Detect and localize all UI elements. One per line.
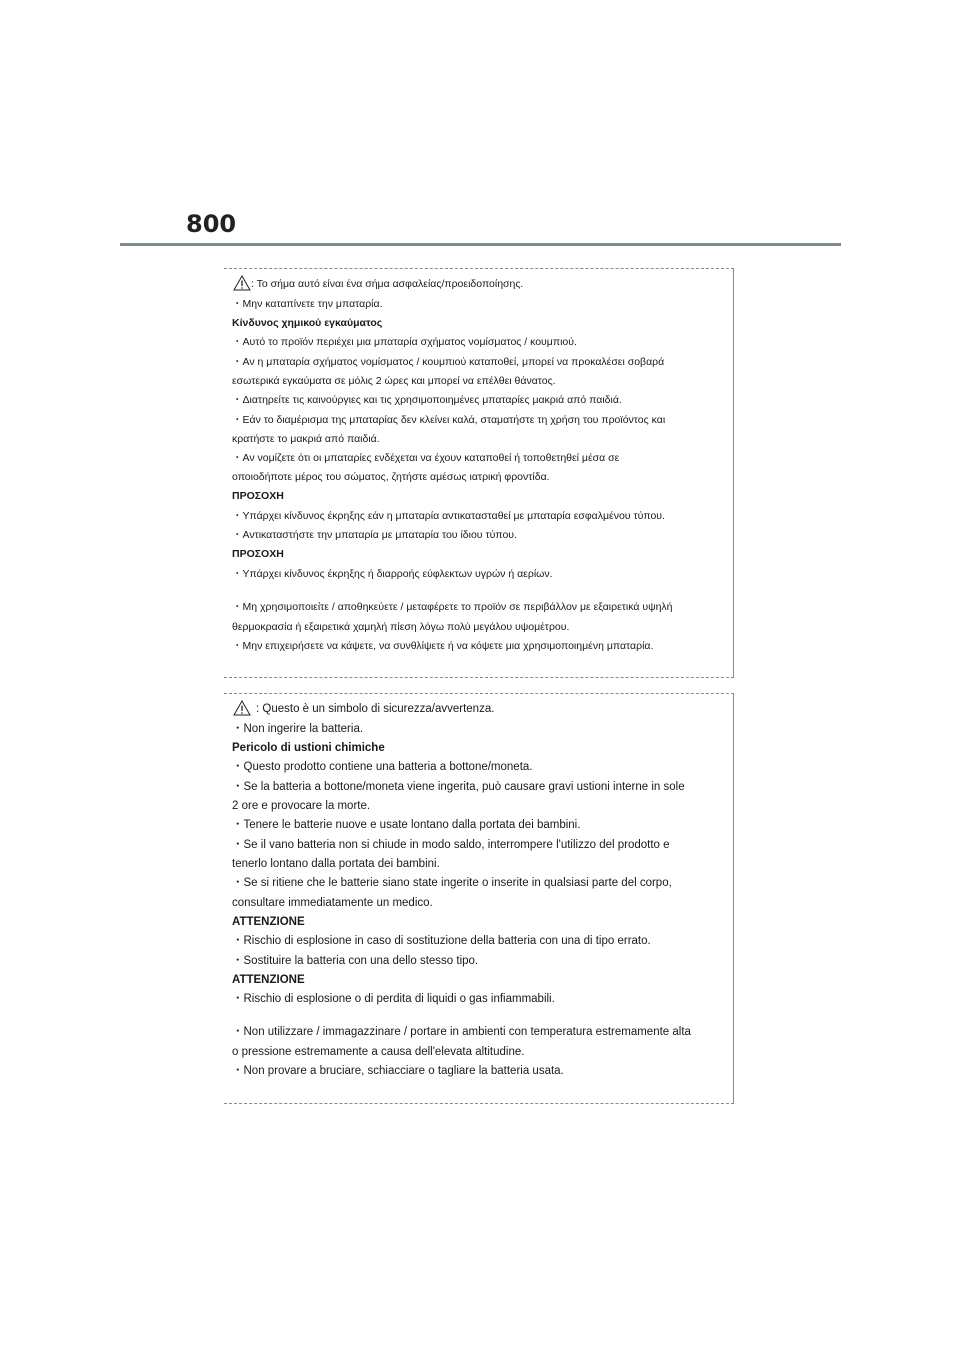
greek-line: ・Αυτό το προϊόν περιέχει μια μπαταρία σχήματος νομίσματος / κουμπιού. (232, 336, 577, 348)
italian-line: ・Se la batteria a bottone/moneta viene ingerita, può causare gravi ustioni interne in sole (232, 781, 685, 793)
greek-line: κρατήστε το μακριά από παιδιά. (232, 433, 380, 445)
greek-warning-box (224, 268, 734, 678)
italian-line: Pericolo di ustioni chimiche (232, 742, 385, 754)
greek-line: εσωτερικά εγκαύματα σε μόλις 2 ώρες και μπορεί να επέλθει θάνατος. (232, 375, 556, 387)
greek-line: ・Εάν το διαμέρισμα της μπαταρίας δεν κλείνει καλά, σταματήστε τη χρήση του προϊόντος και (232, 414, 666, 426)
greek-line: ΠΡΟΣΟΧΗ (232, 490, 284, 502)
italian-line: ・Questo prodotto contiene una batteria a bottone/moneta. (232, 761, 533, 773)
greek-line: ・Διατηρείτε τις καινούργιες και τις χρησιμοποιημένες μπαταρίες μακριά από παιδιά. (232, 394, 622, 406)
page-number: 800 (186, 210, 237, 238)
greek-line: : Το σήμα αυτό είναι ένα σήμα ασφαλείας/προειδοποίησης. (251, 278, 524, 290)
greek-line: ΠΡΟΣΟΧΗ (232, 548, 284, 560)
greek-line: ・Υπάρχει κίνδυνος έκρηξης εάν η μπαταρία αντικατασταθεί με μπαταρία εσφαλμένου τύπου. (232, 510, 665, 522)
greek-line: ・Αν η μπαταρία σχήματος νομίσματος / κουμπιού καταποθεί, μπορεί να προκαλέσει σοβαρά (232, 356, 665, 368)
greek-line: ・Μην καταπίνετε την μπαταρία. (232, 298, 383, 310)
greek-line: ・Μη χρησιμοποιείτε / αποθηκεύετε / μεταφέρετε το προϊόν σε περιβάλλον με εξαιρετικά υψηλή (232, 601, 673, 613)
warning-triangle-icon (233, 700, 251, 716)
italian-line: tenerlo lontano dalla portata dei bambini. (232, 858, 440, 870)
italian-line: ATTENZIONE (232, 916, 305, 928)
greek-line: Κίνδυνος χημικού εγκαύματος (232, 317, 383, 329)
greek-line: ・Υπάρχει κίνδυνος έκρηξης ή διαρροής εύφλεκτων υγρών ή αερίων. (232, 568, 553, 580)
italian-line: ・Se si ritiene che le batterie siano state ingerite o inserite in qualsiasi parte del corpo, (232, 877, 672, 889)
greek-line: ・Αν νομίζετε ότι οι μπαταρίες ενδέχεται να έχουν καταποθεί ή τοποθετηθεί μέσα σε (232, 452, 620, 464)
italian-line: ・Non utilizzare / immagazzinare / portare in ambienti con temperatura estremamente alta (232, 1026, 691, 1038)
italian-line: ・Rischio di esplosione in caso di sostituzione della batteria con una di tipo errato. (232, 935, 651, 947)
italian-line: ・Non ingerire la batteria. (232, 723, 364, 735)
italian-line: consultare immediatamente un medico. (232, 897, 433, 909)
greek-line: οποιοδήποτε μέρος του σώματος, ζητήστε αμέσως ιατρική φροντίδα. (232, 471, 550, 483)
greek-line: ・Αντικαταστήστε την μπαταρία με μπαταρία του ίδιου τύπου. (232, 529, 517, 541)
italian-line: o pressione estremamente a causa dell'elevata altitudine. (232, 1046, 525, 1058)
italian-warning-box (224, 693, 734, 1104)
greek-line: θερμοκρασία ή εξαιρετικά χαμηλή πίεση λόγω πολύ μεγάλου υψομέτρου. (232, 621, 570, 633)
greek-line: ・Μην επιχειρήσετε να κάψετε, να συνθλίψετε ή να κόψετε μια χρησιμοποιημένη μπαταρία. (232, 640, 654, 652)
italian-line: ・Sostituire la batteria con una dello stesso tipo. (232, 955, 479, 967)
italian-line: ・Rischio di esplosione o di perdita di liquidi o gas infiammabili. (232, 993, 555, 1005)
italian-line: ・Tenere le batterie nuove e usate lontano dalla portata dei bambini. (232, 819, 581, 831)
italian-line: : Questo è un simbolo di sicurezza/avvertenza. (256, 703, 495, 715)
italian-line: 2 ore e provocare la morte. (232, 800, 371, 812)
italian-line: ATTENZIONE (232, 974, 305, 986)
italian-line: ・Se il vano batteria non si chiude in modo saldo, interrompere l'utilizzo del prodotto e (232, 839, 670, 851)
italian-line: ・Non provare a bruciare, schiacciare o tagliare la batteria usata. (232, 1065, 564, 1077)
warning-triangle-icon (233, 275, 251, 291)
header-rule (120, 243, 841, 246)
